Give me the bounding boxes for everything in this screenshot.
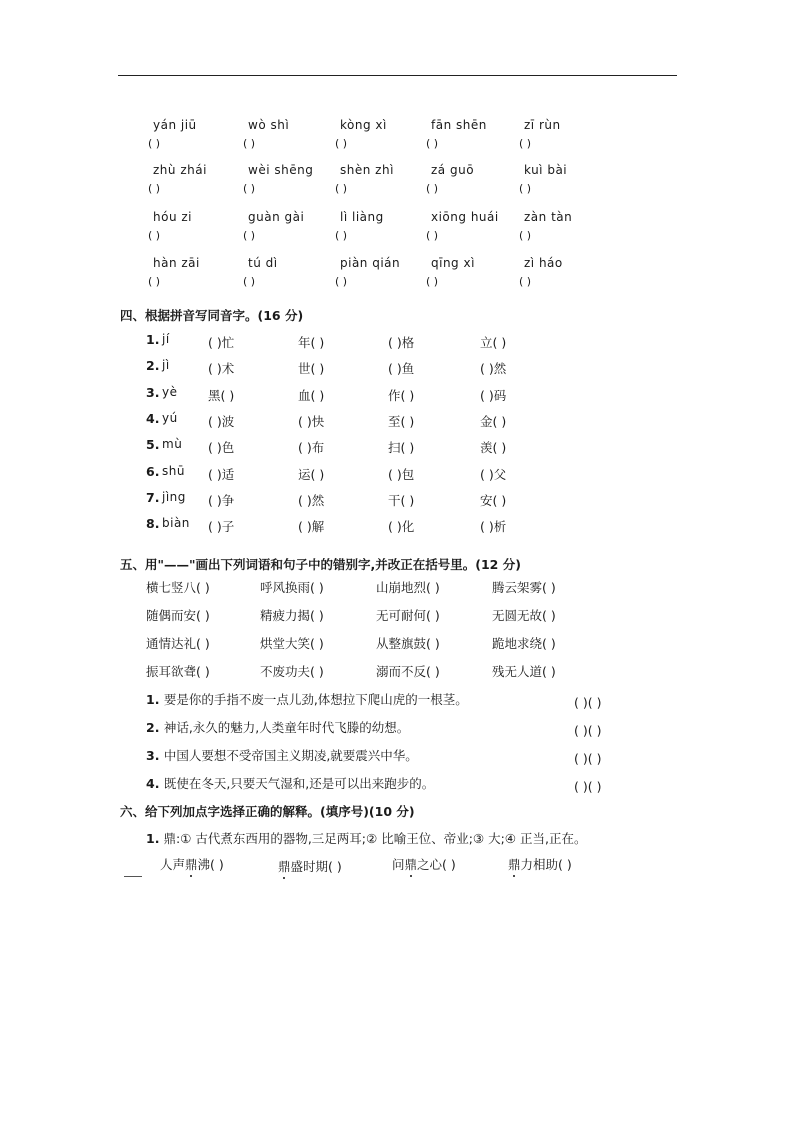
- homophone-blank: 干( ): [388, 492, 415, 508]
- row-number: 1.: [146, 332, 160, 347]
- idiom-item: 随偶而安( ): [146, 608, 210, 623]
- answer-blank: ( ): [335, 275, 348, 288]
- idiom-item: 腾云架雾( ): [492, 580, 556, 595]
- sentence-item: [146, 774, 434, 792]
- idiom-item: 无可耐何( ): [376, 608, 440, 623]
- homophone-blank: ( )争: [208, 492, 235, 508]
- pinyin-prompt: mù: [162, 437, 183, 452]
- homophone-blank: ( )忙: [208, 335, 235, 350]
- idiom-item: 残无人道( ): [492, 664, 556, 679]
- homophone-blank: ( )然: [480, 361, 507, 377]
- answer-blank: ( ): [426, 229, 439, 242]
- pinyin-prompt: jìng: [162, 489, 186, 504]
- pinyin-word: zī rùn: [524, 118, 561, 132]
- pinyin-word: xiōng huái: [431, 210, 499, 224]
- pinyin-prompt: biàn: [162, 516, 190, 531]
- idiom-item: 振耳欲聋( ): [146, 664, 210, 679]
- pinyin-word: zhù zhái: [153, 163, 207, 177]
- homophone-blank: 世( ): [298, 361, 325, 377]
- sentence-number: 3.: [146, 748, 164, 763]
- dotted-character: 鼎: [185, 857, 198, 872]
- pinyin-word: wò shì: [248, 118, 290, 132]
- homophone-blank: ( )码: [480, 387, 507, 403]
- pinyin-word: yán jiū: [153, 118, 197, 132]
- idiom-item: 不废功夫( ): [260, 664, 324, 679]
- answer-blank: ( ): [148, 229, 161, 242]
- answer-blank: ( ): [243, 275, 256, 288]
- idiom-item: 溺而不反( ): [376, 664, 440, 679]
- homophone-blank: 年( ): [298, 335, 325, 350]
- homophone-blank: ( )格: [388, 335, 415, 350]
- homophone-blank: ( )解: [298, 519, 325, 535]
- answer-blank: ( ): [426, 275, 439, 288]
- answer-blank: ( ): [243, 229, 256, 242]
- sentence-item: [146, 690, 468, 708]
- homophone-blank: ( )析: [480, 519, 507, 535]
- sentence-text: 要是你的手指不废一点儿劲,体想拉下爬山虎的一根茎。: [163, 692, 468, 707]
- idiom-item: 烘堂大笑( ): [260, 636, 324, 651]
- footer-mark: [124, 876, 142, 877]
- homophone-blank: 至( ): [388, 413, 415, 429]
- correction-blank: ( )( ): [574, 751, 602, 766]
- sentence-text: 神话,永久的魅力,人类童年时代飞滕的幼想。: [163, 720, 410, 735]
- answer-blank: ( ): [519, 137, 532, 150]
- homophone-blank: 血( ): [298, 387, 325, 403]
- word-prefix: 问: [392, 857, 405, 872]
- homophone-blank: 黑( ): [208, 387, 235, 403]
- correction-blank: ( )( ): [574, 779, 602, 794]
- idiom-item: 从整旗鼓( ): [376, 636, 440, 651]
- answer-blank: ( ): [519, 275, 532, 288]
- homophone-blank: 羡( ): [480, 440, 507, 456]
- section6-title: 六、给下列加点字选择正确的解释。(填序号)(10 分): [120, 804, 415, 819]
- answer-blank: ( ): [335, 137, 348, 150]
- pinyin-prompt: shū: [162, 463, 185, 478]
- idiom-item: 无圆无故( ): [492, 608, 556, 623]
- answer-blank: ( ): [148, 137, 161, 150]
- homophone-blank: ( )快: [298, 413, 325, 429]
- pinyin-word: hàn zāi: [153, 256, 200, 270]
- question-text: 鼎:① 古代煮东西用的器物,三足两耳;② 比喻王位、帝业;③ 大;④ 正当,正在。: [163, 831, 587, 846]
- idiom-item: 横七竖八( ): [146, 580, 210, 595]
- homophone-blank: ( )适: [208, 466, 235, 482]
- answer-blank: ( ): [426, 137, 439, 150]
- pinyin-word: tú dì: [248, 256, 278, 270]
- answer-blank: ( ): [519, 229, 532, 242]
- answer-blank: ( ): [426, 182, 439, 195]
- answer-blank: ( ): [148, 275, 161, 288]
- dotted-word-item: [392, 855, 456, 873]
- sentence-text: 既使在冬天,只要天气湿和,还是可以出来跑步的。: [163, 776, 435, 791]
- question-1: [146, 829, 586, 847]
- dotted-word-item: [508, 855, 572, 873]
- pinyin-word: kòng xì: [340, 118, 387, 132]
- dotted-character: 鼎: [278, 859, 291, 874]
- pinyin-prompt: jí: [162, 332, 170, 346]
- row-number: 6.: [146, 463, 160, 479]
- pinyin-word: fān shēn: [431, 118, 487, 132]
- homophone-blank: ( )波: [208, 413, 235, 429]
- pinyin-word: hóu zi: [153, 210, 192, 224]
- sentence-number: 4.: [146, 776, 164, 791]
- homophone-blank: 扫( ): [388, 440, 415, 456]
- homophone-blank: 金( ): [480, 413, 507, 429]
- homophone-blank: ( )子: [208, 519, 235, 535]
- sentence-text: 中国人要想不受帝国主义期凌,就要震兴中华。: [163, 748, 418, 763]
- homophone-blank: 作( ): [388, 387, 415, 403]
- idiom-item: 通情达礼( ): [146, 636, 210, 651]
- top-rule: [118, 75, 677, 76]
- idiom-item: 呼风换雨( ): [260, 580, 324, 595]
- answer-blank: ( ): [243, 182, 256, 195]
- correction-blank: ( )( ): [574, 695, 602, 710]
- row-number: 4.: [146, 410, 160, 426]
- idiom-item: 跪地求绕( ): [492, 636, 556, 651]
- homophone-blank: 安( ): [480, 492, 507, 508]
- homophone-blank: ( )术: [208, 361, 235, 377]
- pinyin-word: kuì bài: [524, 163, 568, 177]
- question-number: 1.: [146, 831, 160, 846]
- homophone-blank: ( )化: [388, 519, 415, 535]
- word-prefix: 人声: [160, 857, 186, 872]
- pinyin-word: qīng xì: [431, 256, 475, 270]
- word-suffix: 之心( ): [417, 857, 456, 872]
- pinyin-word: zàn tàn: [524, 210, 573, 224]
- answer-blank: ( ): [148, 182, 161, 195]
- pinyin-prompt: yú: [162, 410, 178, 425]
- word-suffix: 盛时期( ): [290, 859, 342, 874]
- row-number: 7.: [146, 489, 160, 505]
- row-number: 5.: [146, 437, 160, 453]
- sentence-item: [146, 718, 409, 736]
- correction-blank: ( )( ): [574, 723, 602, 738]
- pinyin-word: guàn gài: [248, 210, 305, 224]
- pinyin-word: piàn qián: [340, 256, 401, 270]
- pinyin-prompt: yè: [162, 384, 178, 399]
- word-suffix: 力相助( ): [520, 857, 572, 872]
- sentence-number: 1.: [146, 692, 164, 707]
- homophone-blank: ( )然: [298, 492, 325, 508]
- row-number: 3.: [146, 384, 160, 400]
- idiom-item: 山崩地烈( ): [376, 580, 440, 595]
- row-number: 8.: [146, 516, 160, 532]
- section4-title: 四、根据拼音写同音字。(16 分): [120, 308, 304, 323]
- homophone-blank: 运( ): [298, 466, 325, 482]
- idiom-item: 精疲力揭( ): [260, 608, 324, 623]
- answer-blank: ( ): [519, 182, 532, 195]
- homophone-blank: ( )包: [388, 466, 415, 482]
- homophone-blank: 立( ): [480, 335, 507, 350]
- pinyin-prompt: jì: [162, 358, 170, 373]
- answer-blank: ( ): [335, 182, 348, 195]
- homophone-blank: ( )父: [480, 466, 507, 482]
- pinyin-word: shèn zhì: [340, 163, 394, 177]
- pinyin-word: lì liàng: [340, 210, 384, 224]
- dotted-character: 鼎: [508, 857, 521, 872]
- pinyin-word: zì háo: [524, 256, 563, 270]
- answer-blank: ( ): [243, 137, 256, 150]
- row-number: 2.: [146, 358, 160, 374]
- section5-title: 五、用"——"画出下列词语和句子中的错别字,并改正在括号里。(12 分): [120, 557, 521, 572]
- pinyin-word: zá guō: [431, 163, 475, 177]
- dotted-word-item: [278, 857, 342, 875]
- dotted-character: 鼎: [404, 857, 418, 872]
- pinyin-word: wèi shēng: [248, 163, 314, 177]
- homophone-blank: ( )鱼: [388, 361, 415, 377]
- sentence-item: [146, 746, 418, 764]
- homophone-blank: ( )色: [208, 440, 235, 456]
- sentence-number: 2.: [146, 720, 164, 735]
- answer-blank: ( ): [335, 229, 348, 242]
- word-suffix: 沸( ): [197, 857, 224, 872]
- homophone-blank: ( )布: [298, 440, 325, 456]
- dotted-word-item: [160, 855, 224, 873]
